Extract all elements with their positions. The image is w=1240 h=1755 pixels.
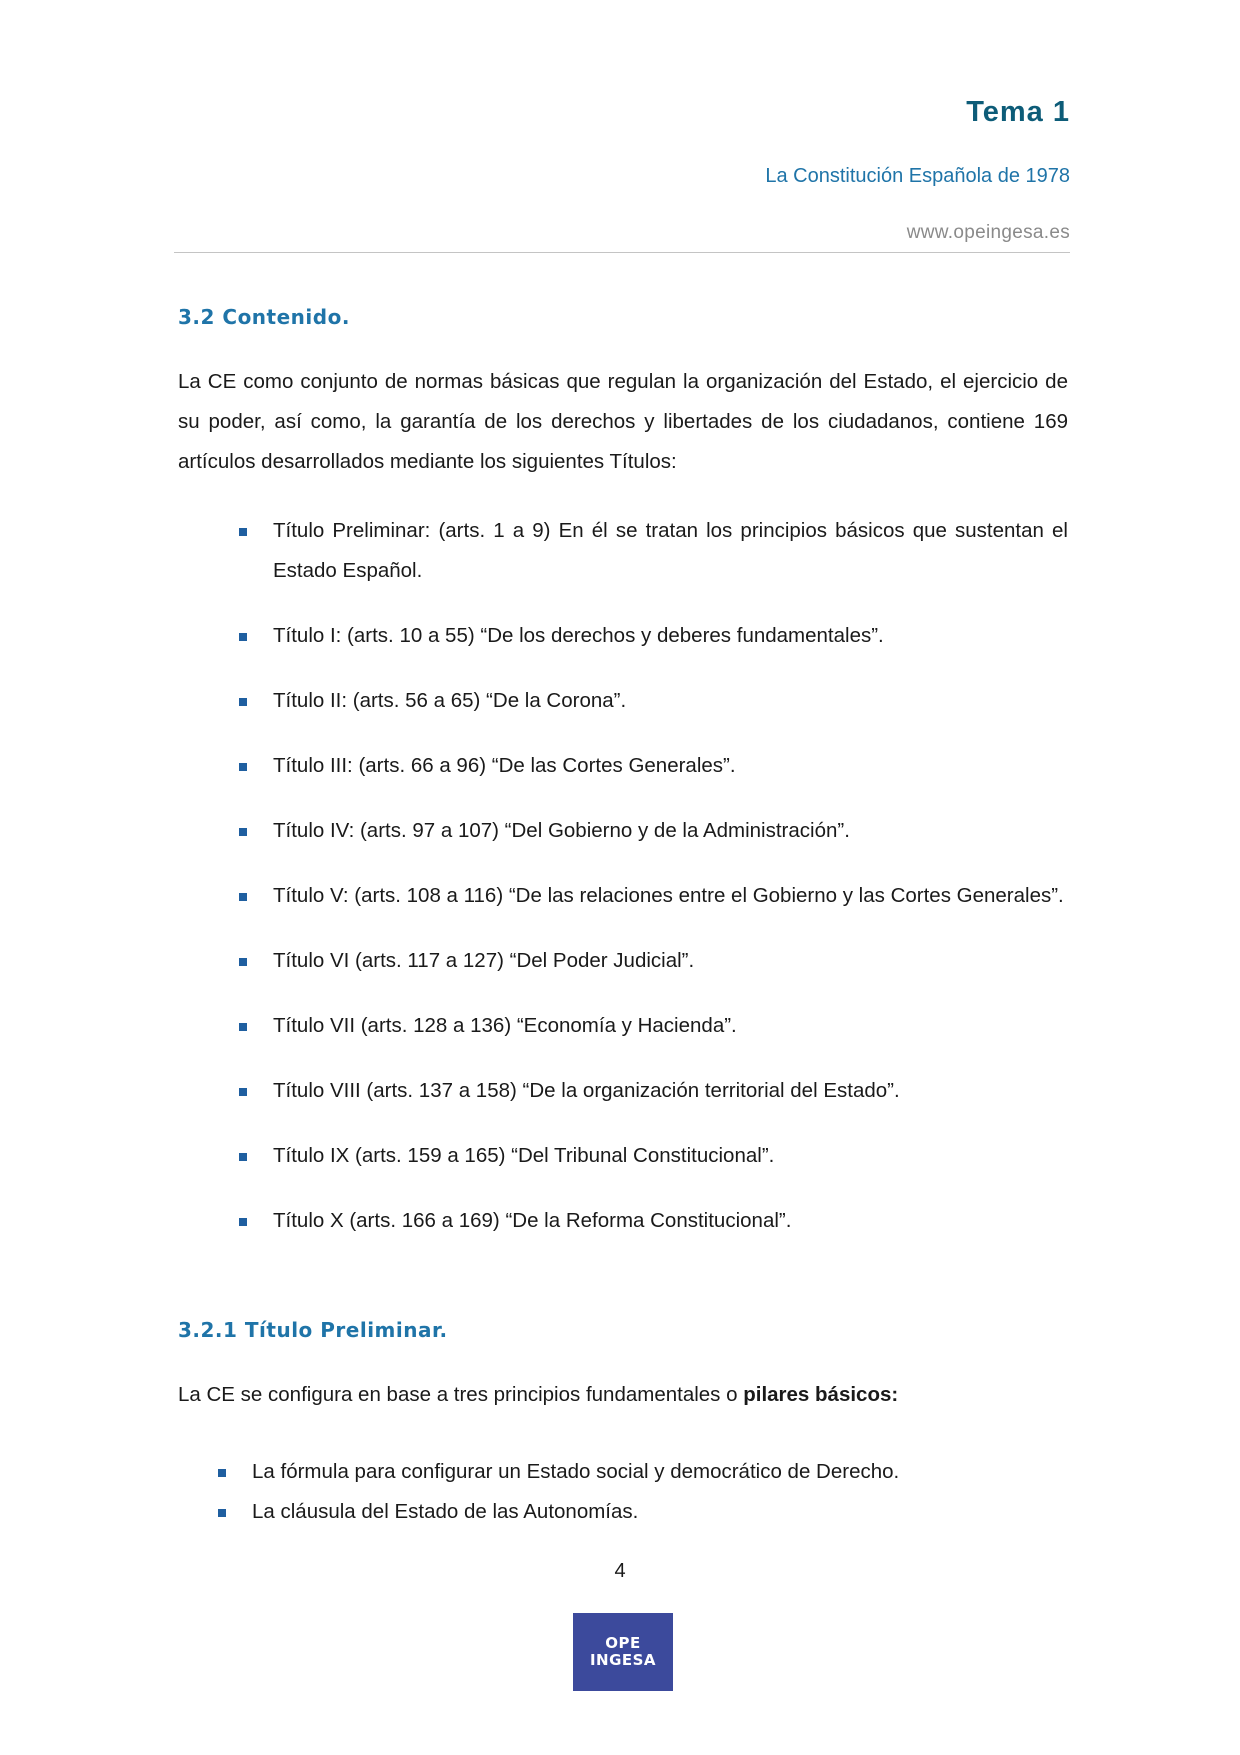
list-item-text: Título VII (arts. 128 a 136) “Economía y Hacienda”.: [273, 1014, 737, 1037]
square-bullet-icon: [239, 1023, 247, 1031]
square-bullet-icon: [239, 958, 247, 966]
list-item: [273, 681, 1068, 721]
list-item: [273, 1201, 1068, 1241]
square-bullet-icon: [218, 1509, 226, 1517]
logo-line-1: OPE: [605, 1634, 641, 1652]
list-item: [273, 616, 1068, 656]
list-item: [273, 876, 1068, 916]
square-bullet-icon: [239, 1218, 247, 1226]
list-item: [273, 1136, 1068, 1176]
ope-ingesa-logo: [573, 1613, 673, 1691]
list-item-text: Título VIII (arts. 137 a 158) “De la organización territorial del Estado”.: [273, 1079, 900, 1102]
section-intro-paragraph: La CE como conjunto de normas básicas que regulan la organización del Estado, el ejercicio de su poder, así como, la garantía de los derechos y libertades de los ciudadanos, contiene 169 artículos desarrollados mediante los siguientes Títulos:: [178, 370, 1068, 473]
header-divider: [174, 252, 1070, 253]
subsection-intro-paragraph: [178, 1375, 1068, 1415]
list-item-text: Título VI (arts. 117 a 127) “Del Poder Judicial”.: [273, 949, 695, 972]
titles-list: [273, 511, 1068, 1266]
square-bullet-icon: [239, 633, 247, 641]
list-item: [273, 941, 1068, 981]
pillars-list: [252, 1452, 1068, 1532]
list-item-text: Título I: (arts. 10 a 55) “De los derechos y deberes fundamentales”.: [273, 624, 884, 647]
section-heading: 3.2 Contenido.: [178, 305, 350, 329]
list-item-text: La cláusula del Estado de las Autonomías.: [252, 1500, 639, 1523]
page-number: 4: [614, 1560, 626, 1582]
square-bullet-icon: [239, 1088, 247, 1096]
subsection-heading: 3.2.1 Título Preliminar.: [178, 1318, 448, 1342]
list-item-text: Título III: (arts. 66 a 96) “De las Cortes Generales”.: [273, 754, 736, 777]
list-item: [273, 1071, 1068, 1111]
list-item-text: Título II: (arts. 56 a 65) “De la Corona”.: [273, 689, 627, 712]
logo-line-2: INGESA: [589, 1651, 657, 1669]
list-item: [252, 1492, 1068, 1532]
list-item: [273, 811, 1068, 851]
list-item: [273, 1006, 1068, 1046]
square-bullet-icon: [239, 893, 247, 901]
list-item-text: La fórmula para configurar un Estado social y democrático de Derecho.: [252, 1460, 900, 1483]
square-bullet-icon: [239, 828, 247, 836]
website-url: www.opeingesa.es: [906, 222, 1070, 243]
subsection-intro-text: La CE se configura en base a tres principios fundamentales o: [178, 1383, 744, 1406]
square-bullet-icon: [239, 763, 247, 771]
square-bullet-icon: [218, 1469, 226, 1477]
square-bullet-icon: [239, 698, 247, 706]
page-title: Tema 1: [966, 96, 1070, 128]
list-item: [252, 1452, 1068, 1492]
list-item-text: Título V: (arts. 108 a 116) “De las relaciones entre el Gobierno y las Cortes Generales”.: [273, 884, 1064, 907]
list-item: [273, 746, 1068, 786]
list-item: [273, 511, 1068, 591]
list-item-text: Título IX (arts. 159 a 165) “Del Tribunal Constitucional”.: [273, 1144, 775, 1167]
list-item-text: Título IV: (arts. 97 a 107) “Del Gobierno y de la Administración”.: [273, 819, 850, 842]
square-bullet-icon: [239, 528, 247, 536]
subsection-intro-emphasis: pilares básicos:: [743, 1383, 899, 1406]
square-bullet-icon: [239, 1153, 247, 1161]
document-subtitle: La Constitución Española de 1978: [765, 165, 1070, 187]
list-item-text: Título Preliminar: (arts. 1 a 9) En él se tratan los principios básicos que sustentan el Estado Español.: [273, 519, 1068, 582]
list-item-text: Título X (arts. 166 a 169) “De la Reforma Constitucional”.: [273, 1209, 792, 1232]
